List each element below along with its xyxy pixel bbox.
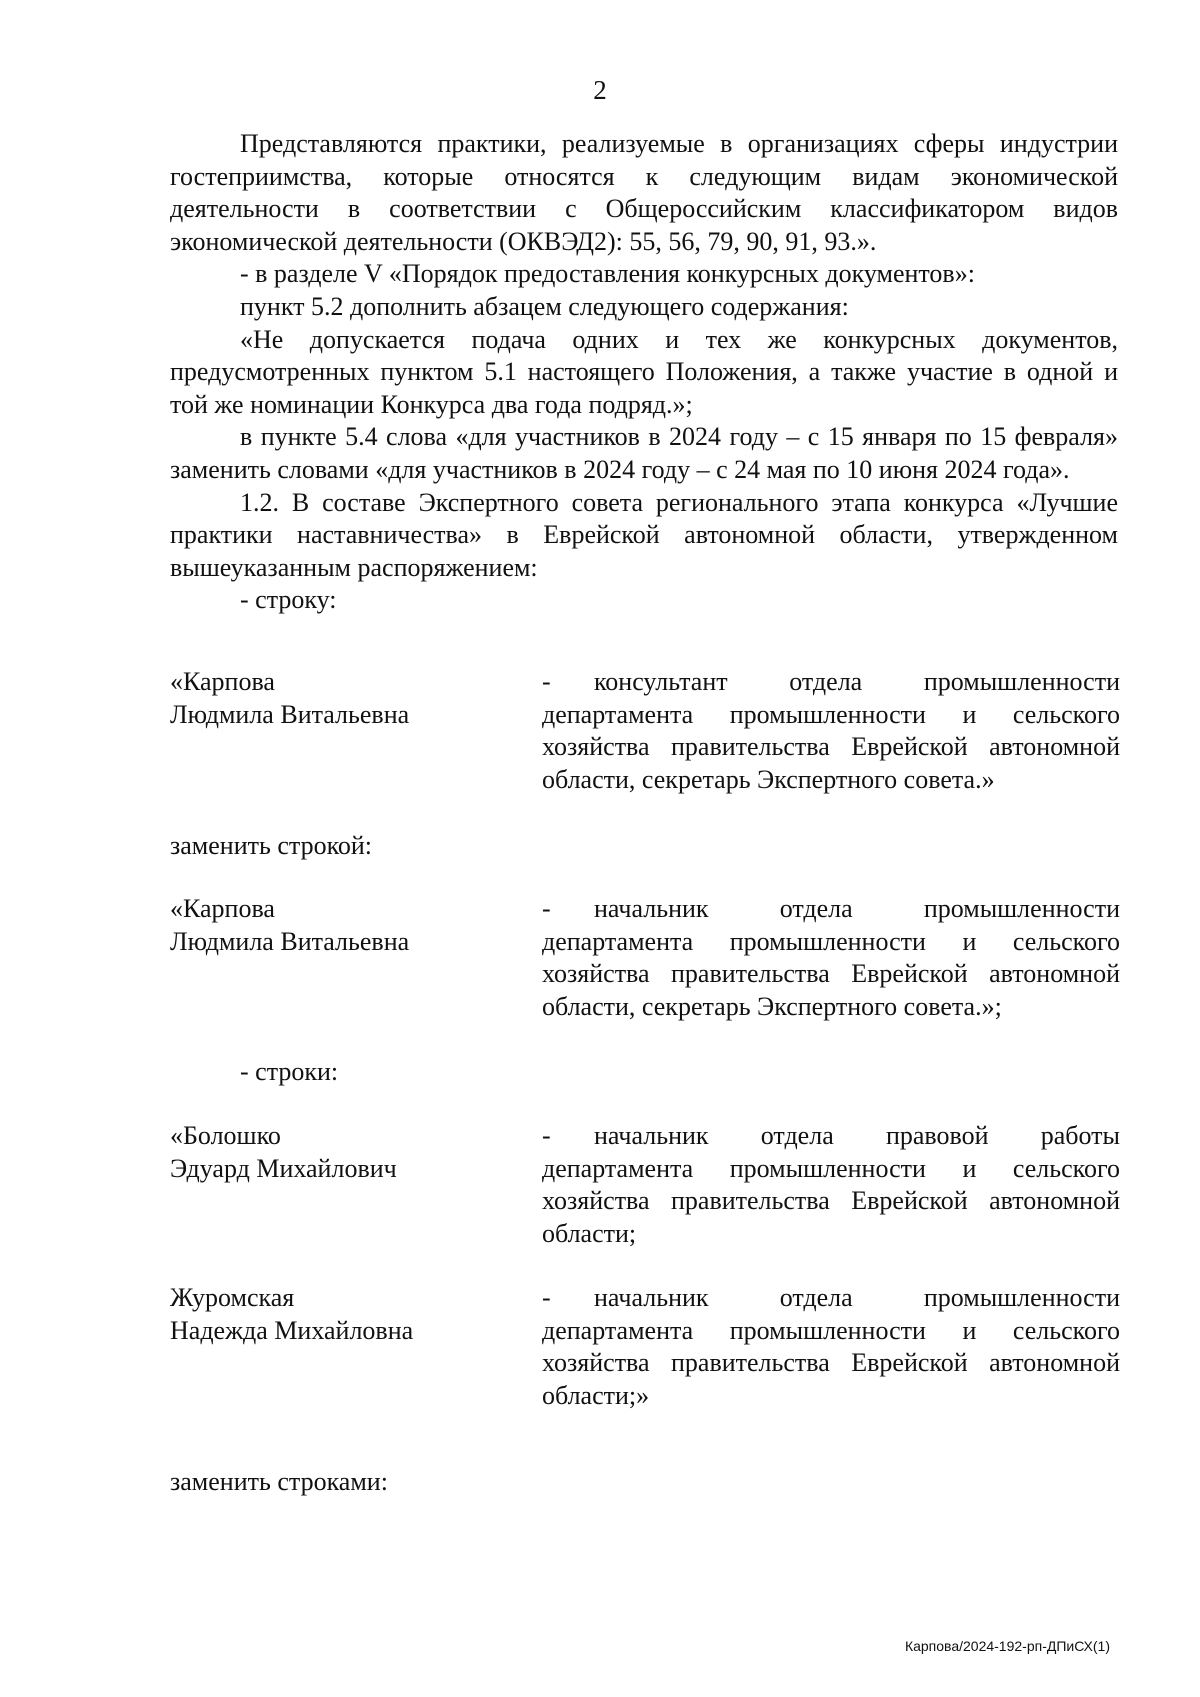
- member-position-text: начальник отдела правовой работы департамента промышленности и сельского хозяйства правительства Еврейской автономной области;: [542, 1121, 1120, 1248]
- member-surname: «Карпова: [170, 894, 275, 923]
- member-position: [542, 893, 1120, 1023]
- member-surname: «Болошко: [170, 1121, 281, 1150]
- member-position-text: начальник отдела промышленности департамента промышленности и сельского хозяйства правительства Еврейской автономной области, секретарь Экспертного совета.»;: [542, 894, 1120, 1021]
- member-position-text: консультант отдела промышленности департамента промышленности и сельского хозяйства правительства Еврейской автономной области, секретарь Экспертного совета.»: [542, 667, 1120, 794]
- dash-separator: -: [542, 1283, 551, 1312]
- member-surname: «Карпова: [170, 667, 275, 696]
- member-surname: Журомская: [170, 1283, 295, 1312]
- dash-separator: -: [542, 667, 551, 696]
- paragraph-1-2: 1.2. В составе Экспертного совета регионального этапа конкурса «Лучшие практики наставничества» в Еврейской автономной области, утвержденном вышеуказанным распоряжением:: [170, 487, 1118, 582]
- member-position: [542, 1282, 1120, 1412]
- member-name: [170, 1282, 530, 1347]
- member-given-names: Людмила Витальевна: [170, 699, 410, 729]
- body-text-top: [170, 128, 1118, 617]
- member-position: [542, 666, 1120, 796]
- replace-with-line-label: заменить строкой:: [170, 831, 373, 860]
- member-name: [170, 1120, 530, 1185]
- dash-separator: -: [542, 894, 551, 923]
- paragraph-point-5-2: пункт 5.2 дополнить абзацем следующего содержания:: [240, 291, 849, 321]
- member-position-text: начальник отдела промышленности департамента промышленности и сельского хозяйства правительства Еврейской автономной области;»: [542, 1283, 1120, 1410]
- replace-with-lines-label: заменить строками:: [170, 1467, 388, 1496]
- member-given-names: Надежда Михайловна: [170, 1315, 414, 1345]
- paragraph-point-5-4: в пункте 5.4 слова «для участников в 2024 году – с 15 января по 15 февраля» заменить словами «для участников в 2024 году – с 24 мая по 10 июня 2024 года».: [170, 422, 1118, 484]
- member-given-names: Людмила Витальевна: [170, 926, 410, 956]
- document-code: Карпова/2024-192-рп-ДПиСХ(1): [904, 1638, 1110, 1654]
- paragraph-practices: Представляются практики, реализуемые в организациях сферы индустрии гостеприимства, которые относятся к следующим видам экономической деятельности в соответствии с Общероссийским классификатором видов экономической деятельности (ОКВЭД2): 55, 56, 79, 90, 91, 93.».: [170, 129, 1118, 256]
- paragraph-line-label: - строку:: [240, 585, 337, 615]
- paragraph-section-v: - в разделе V «Порядок предоставления конкурсных документов»:: [240, 259, 975, 289]
- lines-label: - строки:: [240, 1057, 339, 1086]
- paragraph-quote-5-2: «Не допускается подача одних и тех же конкурсных документов, предусмотренных пунктом 5.1 настоящего Положения, а также участие в одной и той же номинации Конкурса два года подряд.»;: [170, 324, 1118, 419]
- dash-separator: -: [542, 1121, 551, 1150]
- member-name: [170, 893, 530, 958]
- page-number: 2: [593, 75, 607, 105]
- member-given-names: Эдуард Михайлович: [170, 1153, 397, 1183]
- member-position: [542, 1120, 1120, 1250]
- member-name: [170, 666, 530, 731]
